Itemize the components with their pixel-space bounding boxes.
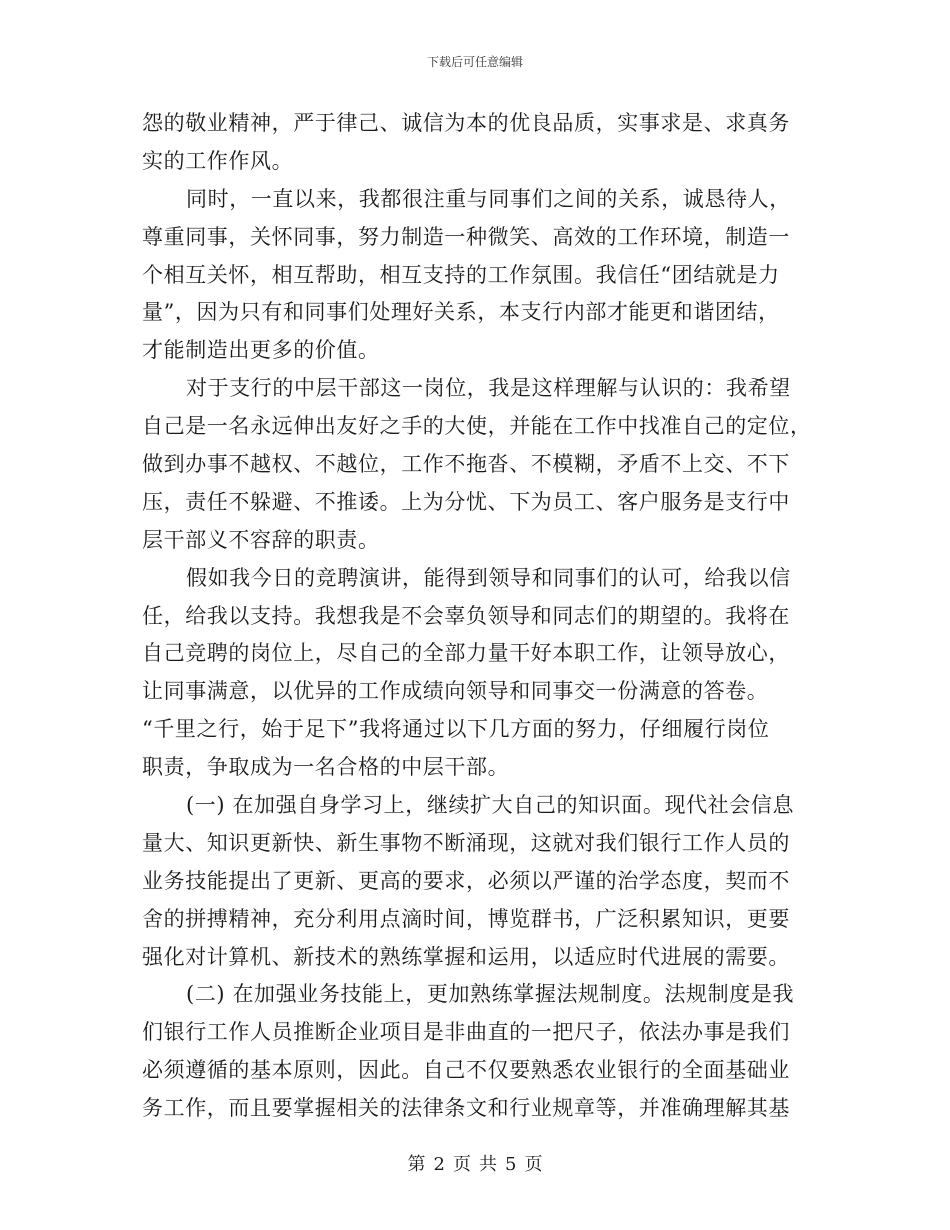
text-line: 层干部义不容辞的职责。 (142, 527, 380, 552)
footer-mid: 页 (453, 1154, 471, 1175)
text-line: 实的工作作风。 (142, 148, 294, 173)
footer-page-total: 5 (505, 1154, 517, 1175)
text-line: 量大、知识更新快、新生事物不断涌现，这就对我们银行工作人员的 (142, 830, 790, 855)
text-line: 假如我今日的竞聘演讲，能得到领导和同事们的认可，给我以信 (186, 565, 791, 590)
text-line: 们银行工作人员推断企业项目是非曲直的一把尺子，依法办事是我们 (142, 1020, 790, 1045)
text-line: 才能制造出更多的价值。 (142, 338, 380, 363)
text-line: 对于支行的中层干部这一岗位，我是这样理解与认识的：我希望 (186, 376, 791, 401)
text-line: (一) 在加强自身学习上，继续扩大自己的知识面。现代社会信息 (186, 793, 795, 818)
text-line: 量”，因为只有和同事们处理好关系，本支行内部才能更和谐团结， (142, 300, 780, 325)
footer-prefix: 第 (407, 1154, 426, 1175)
text-line: 任，给我以支持。我想我是不会辜负领导和同志们的期望的。我将在 (142, 603, 790, 628)
text-line: 舍的拼搏精神，充分利用点滴时间，博览群书，广泛积累知识，更要 (142, 906, 790, 931)
text-line: 压，责任不躲避、不推诿。上为分忧、下为员工、客户服务是支行中 (142, 489, 790, 514)
document-body (142, 105, 812, 1128)
text-line: 同时，一直以来，我都很注重与同事们之间的关系，诚恳待人， (186, 186, 791, 211)
text-line: 怨的敬业精神，严于律己、诚信为本的优良品质，实事求是、求真务 (142, 111, 790, 135)
text-line: 必须遵循的基本原则，因此。自己不仅要熟悉农业银行的全面基础业 (142, 1058, 790, 1083)
text-line: 让同事满意，以优异的工作成绩向领导和同事交一份满意的答卷。 (142, 679, 769, 704)
text-line: 务工作，而且要掌握相关的法律条文和行业规章等，并准确理解其基 (142, 1096, 790, 1121)
footer-page-current: 2 (433, 1154, 445, 1175)
text-line: 做到办事不越权、不越位，工作不拖沓、不模糊，矛盾不上交、不下 (142, 452, 790, 477)
text-line: “千里之行，始于足下”我将通过以下几方面的努力，仔细履行岗位 (142, 717, 770, 742)
footer-suffix: 页 (524, 1154, 543, 1175)
text-line: 强化对计算机、新技术的熟练掌握和运用，以适应时代进展的需要。 (142, 944, 790, 969)
text-line: 职责，争取成为一名合格的中层干部。 (142, 755, 510, 780)
text-line: 自己竞聘的岗位上，尽自己的全部力量干好本职工作，让领导放心， (142, 641, 790, 666)
text-line: 自己是一名永远伸出友好之手的大使，并能在工作中找准自己的定位， (142, 414, 812, 439)
text-line: 尊重同事，关怀同事，努力制造一种微笑、高效的工作环境，制造一 (142, 224, 790, 249)
page-header: 下载后可任意编辑 (426, 55, 523, 69)
footer-total-prefix: 共 (479, 1154, 497, 1175)
text-line: (二) 在加强业务技能上，更加熟练掌握法规制度。法规制度是我 (186, 982, 795, 1007)
page-footer (0, 1150, 950, 1176)
text-line: 个相互关怀，相互帮助，相互支持的工作氛围。我信任“团结就是力 (142, 262, 780, 287)
text-line: 业务技能提出了更新、更高的要求，必须以严谨的治学态度，契而不 (142, 868, 790, 893)
